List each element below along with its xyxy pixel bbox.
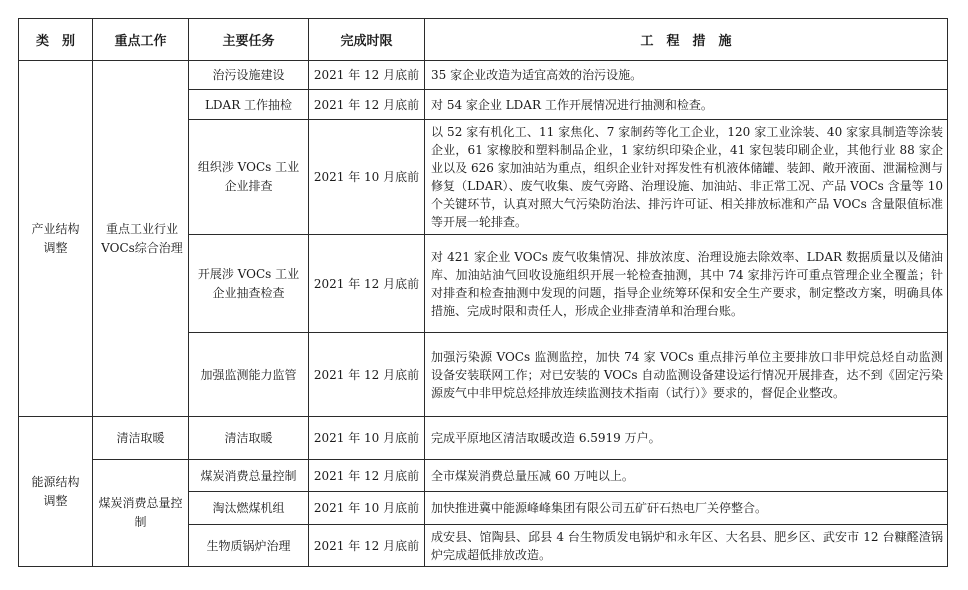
header-row — [19, 19, 948, 61]
key-work-cell: 煤炭消费总量控制 — [93, 460, 189, 567]
measure-cell: 以 52 家有机化工、11 家焦化、7 家制药等化工企业，120 家工业涂装、40 家家具制造等涂装企业，61 家橡胶和塑料制品企业，1 家纺织印染企业，41 家包装印刷企业，其他行业 88 家企业以及 626 家加油站为重点，组织企业针对挥发性有机液体储罐、装卸、敞开液面、泄漏检测与修复（LDAR）、废气收集、废气旁路、治理设施、加油站、非正常工况、产品 VOCs 含量等 10 个关键环节，认真对照大气污染防治法、排污许可证、相关排放标准和产品 VOCs 含量限值标准等开展一轮排查。 — [425, 120, 948, 235]
measure-cell: 完成平原地区清洁取暖改造 6.5919 万户。 — [425, 417, 948, 460]
task-cell: 加强监测能力监管 — [189, 333, 309, 417]
deadline-cell: 2021 年 12 月底前 — [309, 61, 425, 90]
key-work-cell: 清洁取暖 — [93, 417, 189, 460]
header-category: 类 别 — [19, 19, 93, 61]
table-row — [19, 460, 948, 492]
category-cell: 产业结构调整 — [19, 61, 93, 417]
task-cell: 煤炭消费总量控制 — [189, 460, 309, 492]
table-row — [19, 61, 948, 90]
deadline-cell: 2021 年 12 月底前 — [309, 525, 425, 567]
measure-cell: 全市煤炭消费总量压减 60 万吨以上。 — [425, 460, 948, 492]
task-cell: 生物质锅炉治理 — [189, 525, 309, 567]
deadline-cell: 2021 年 12 月底前 — [309, 333, 425, 417]
task-cell: 清洁取暖 — [189, 417, 309, 460]
deadline-cell: 2021 年 10 月底前 — [309, 417, 425, 460]
measure-cell: 对 54 家企业 LDAR 工作开展情况进行抽测和检查。 — [425, 90, 948, 120]
header-key-work: 重点工作 — [93, 19, 189, 61]
header-main-task: 主要任务 — [189, 19, 309, 61]
task-cell: 开展涉 VOCs 工业企业抽查检查 — [189, 235, 309, 333]
task-cell: 组织涉 VOCs 工业企业排查 — [189, 120, 309, 235]
deadline-cell: 2021 年 12 月底前 — [309, 235, 425, 333]
header-deadline: 完成时限 — [309, 19, 425, 61]
deadline-cell: 2021 年 12 月底前 — [309, 460, 425, 492]
measure-cell: 成安县、馆陶县、邱县 4 台生物质发电锅炉和永年区、大名县、肥乡区、武安市 12 台糠醛渣锅炉完成超低排放改造。 — [425, 525, 948, 567]
deadline-cell: 2021 年 10 月底前 — [309, 492, 425, 525]
table-row — [19, 417, 948, 460]
measures-table-container — [18, 18, 947, 567]
key-work-cell: 重点工业行业VOCs综合治理 — [93, 61, 189, 417]
measure-cell: 加快推进冀中能源峰峰集团有限公司五矿矸石热电厂关停整合。 — [425, 492, 948, 525]
measures-table — [18, 18, 948, 567]
deadline-cell: 2021 年 12 月底前 — [309, 90, 425, 120]
measure-cell: 35 家企业改造为适宜高效的治污设施。 — [425, 61, 948, 90]
category-cell: 能源结构调整 — [19, 417, 93, 567]
task-cell: 淘汰燃煤机组 — [189, 492, 309, 525]
measure-cell: 加强污染源 VOCs 监测监控，加快 74 家 VOCs 重点排污单位主要排放口非甲烷总烃自动监测设备安装联网工作；对已安装的 VOCs 自动监测设备建设运行情况开展排查，达不到《固定污染源废气中非甲烷总烃排放连续监测技术指南（试行）》要求的，督促企业整改。 — [425, 333, 948, 417]
deadline-cell: 2021 年 10 月底前 — [309, 120, 425, 235]
task-cell: LDAR 工作抽检 — [189, 90, 309, 120]
header-measures: 工 程 措 施 — [425, 19, 948, 61]
task-cell: 治污设施建设 — [189, 61, 309, 90]
measure-cell: 对 421 家企业 VOCs 废气收集情况、排放浓度、治理设施去除效率、LDAR 数据质量以及储油库、加油站油气回收设施组织开展一轮检查抽测，其中 74 家排污许可重点管理企业全覆盖；针对排查和检查抽测中发现的问题，指导企业统筹环保和安全生产要求，制定整改方案，明确具体措施、完成时限和责任人，形成企业排查清单和治理台账。 — [425, 235, 948, 333]
